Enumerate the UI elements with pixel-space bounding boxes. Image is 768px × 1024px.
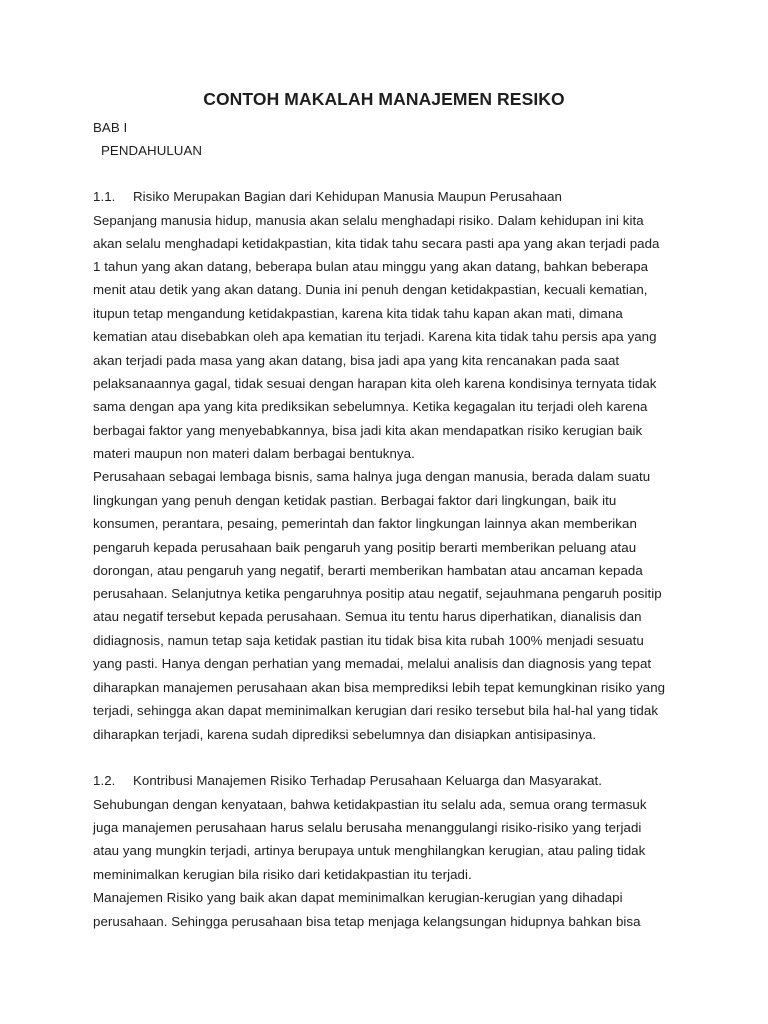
paragraph-line: akan selalu menghadapi ketidakpastian, kita tidak tahu secara pasti apa yang akan terjadi pada [93, 236, 660, 251]
paragraph-line: yang pasti. Hanya dengan perhatian yang memadai, melalui analisis dan diagnosis yang tepat [93, 656, 652, 671]
document-title: CONTOH MAKALAH MANAJEMEN RESIKO [203, 89, 565, 109]
paragraph-line: itupun tetap mengandung ketidakpastian, karena kita tidak tahu kapan akan mati, dimana [93, 306, 623, 321]
paragraph-line: dorongan, atau pengaruh yang negatif, berarti memberikan hambatan atau ancaman kepada [93, 563, 643, 578]
paragraph-line: lingkungan yang penuh dengan ketidak pastian. Berbagai faktor dari lingkungan, baik itu [93, 493, 617, 508]
paragraph-line: perusahaan. Sehingga perusahaan bisa tetap menjaga kelangsungan hidupnya bahkan bisa [93, 914, 641, 929]
paragraph-line: kematian atau disebabkan oleh apa kematian itu terjadi. Karena kita tidak tahu persis apa yang [93, 329, 657, 344]
paragraph-line: Perusahaan sebagai lembaga bisnis, sama halnya juga dengan manusia, berada dalam suatu [93, 469, 651, 484]
section-number-1-1: 1.1. [93, 189, 116, 204]
paragraph-line: materi maupun non materi dalam berbagai bentuknya. [93, 446, 415, 461]
chapter-number: BAB I [93, 120, 128, 135]
paragraph-line: Sehubungan dengan kenyataan, bahwa ketidakpastian itu selalu ada, semua orang termasuk [93, 797, 647, 812]
section-number-1-2: 1.2. [93, 773, 116, 788]
paragraph-line: atau negatif tersebut kepada perusahaan. Semua itu tentu harus diperhatikan, dianalisis dan [93, 609, 642, 624]
paragraph-line: diharapkan terjadi, karena sudah diprediksi sebelumnya dan disiapkan antisipasinya. [93, 727, 597, 742]
paragraph-line: 1 tahun yang akan datang, beberapa bulan atau minggu yang akan datang, bahkan beberapa [93, 259, 649, 274]
paragraph-line: Sepanjang manusia hidup, manusia akan selalu menghadapi risiko. Dalam kehidupan ini kita [93, 213, 644, 228]
chapter-title: PENDAHULUAN [101, 143, 203, 158]
paragraph-line: pelaksanaannya gagal, tidak sesuai dengan harapan kita oleh karena kondisinya ternyata tidak [93, 376, 657, 391]
section-heading-1-1 [93, 189, 562, 205]
paragraph-line: perusahaan. Selanjutnya ketika pengaruhnya positip atau negatif, sejauhmana pengaruh positip [93, 586, 662, 601]
section-heading-1-2 [93, 773, 602, 789]
paragraph-line: atau yang mungkin terjadi, artinya berupaya untuk menghilangkan kerugian, atau paling tidak [93, 843, 646, 858]
paragraph-line: meminimalkan kerugian bila risiko dari ketidakpastian itu terjadi. [93, 867, 472, 882]
paragraph-line: berbagai faktor yang menyebabkannya, bisa jadi kita akan mendapatkan risiko kerugian baik [93, 423, 643, 438]
paragraph-line: konsumen, perantara, pesaing, pemerintah dan faktor lingkungan lainnya akan memberikan [93, 516, 637, 531]
paragraph-line: akan terjadi pada masa yang akan datang, bisa jadi apa yang kita rencanakan pada saat [93, 353, 620, 368]
section-title-1-2: Kontribusi Manajemen Risiko Terhadap Perusahaan Keluarga dan Masyarakat. [133, 773, 603, 788]
paragraph-line: menit atau detik yang akan datang. Dunia ini penuh dengan ketidakpastian, kecuali kematian, [93, 282, 648, 297]
paragraph-line: didiagnosis, namun tetap saja ketidak pastian itu tidak bisa kita rubah 100% menjadi sesuatu [93, 633, 644, 648]
paragraph-line: juga manajemen perusahaan harus selalu berusaha menanggulangi risiko-risiko yang terjadi [93, 820, 642, 835]
paragraph-line: diharapkan manajemen perusahaan akan bisa memprediksi lebih tepat kemungkinan risiko yang [93, 680, 666, 695]
section-title-1-1: Risiko Merupakan Bagian dari Kehidupan Manusia Maupun Perusahaan [133, 189, 562, 204]
paragraph-line: pengaruh kepada perusahaan baik pengaruh yang positip berarti memberikan peluang atau [93, 540, 637, 555]
paragraph-line: Manajemen Risiko yang baik akan dapat meminimalkan kerugian-kerugian yang dihadapi [93, 890, 623, 905]
paragraph-line: terjadi, sehingga akan dapat meminimalkan kerugian dari resiko tersebut bila hal-hal yang tidak [93, 703, 659, 718]
paragraph-line: sama dengan apa yang kita prediksikan sebelumnya. Ketika kegagalan itu terjadi oleh karena [93, 399, 648, 414]
